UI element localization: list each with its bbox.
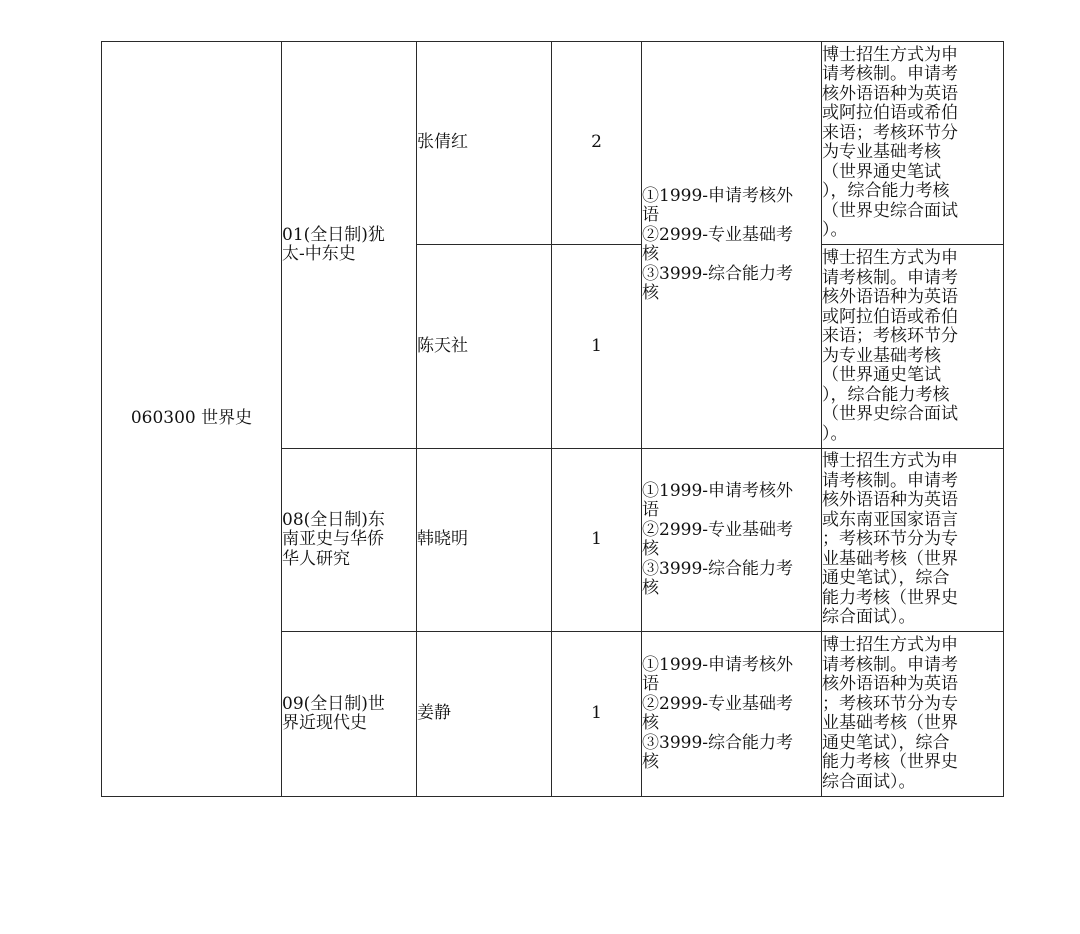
research-direction-cell bbox=[282, 449, 417, 632]
quota-value: 1 bbox=[591, 529, 602, 550]
remark-line: 或阿拉伯语或希伯 bbox=[822, 103, 958, 123]
quota-cell bbox=[552, 632, 642, 797]
exam-subjects-cell bbox=[642, 449, 822, 632]
admissions-table bbox=[101, 41, 1004, 797]
remark-line: 通史笔试），综合 bbox=[822, 732, 950, 753]
remark-line: 或东南亚国家语言 bbox=[822, 509, 958, 530]
supervisor-name: 韩晓明 bbox=[417, 529, 468, 550]
remark-line: ）。 bbox=[822, 423, 848, 444]
remark-line: 博士招生方式为申 bbox=[822, 635, 958, 655]
remark-line: 请考核制。申请考 bbox=[822, 470, 958, 491]
remark-line: 博士招生方式为申 bbox=[822, 44, 958, 65]
remark-line: 能力考核（世界史 bbox=[822, 587, 958, 608]
remark-line: 通史笔试），综合 bbox=[822, 568, 950, 589]
research-direction-line: 09(全日制)世 bbox=[282, 693, 385, 714]
remark-line: 综合面试）。 bbox=[822, 607, 916, 628]
remark-line: ），综合能力考核 bbox=[822, 181, 950, 201]
exam-subject-line: 语 bbox=[642, 674, 659, 694]
research-direction-line: 01(全日制)犹 bbox=[282, 224, 385, 245]
exam-subject-line: ②2999-专业基础考 bbox=[642, 224, 794, 245]
supervisor-cell bbox=[417, 449, 552, 632]
research-direction-cell bbox=[282, 632, 417, 797]
remark-line: ；考核环节分为专 bbox=[822, 693, 958, 714]
exam-subject-line: ①1999-申请考核外 bbox=[642, 480, 794, 501]
quota-cell bbox=[552, 42, 642, 245]
remarks-cell bbox=[822, 42, 1004, 245]
remark-line: 来语；考核环节分 bbox=[822, 122, 958, 143]
remark-line: 为专业基础考核 bbox=[822, 142, 941, 162]
quota-cell bbox=[552, 449, 642, 632]
quota-value: 1 bbox=[591, 335, 602, 356]
exam-subject-line: ③3999-综合能力考 bbox=[642, 558, 794, 579]
quota-value: 1 bbox=[591, 703, 602, 724]
exam-subject-line: 核 bbox=[642, 713, 659, 733]
remark-line: （世界史综合面试 bbox=[822, 404, 958, 424]
exam-subjects-cell bbox=[642, 42, 822, 449]
research-direction-line: 太-中东史 bbox=[282, 244, 356, 264]
remark-line: 请考核制。申请考 bbox=[822, 654, 958, 675]
remark-line: 核外语语种为英语 bbox=[822, 490, 958, 511]
remark-line: ）。 bbox=[822, 220, 848, 240]
remarks-cell bbox=[822, 245, 1004, 449]
remark-line: 博士招生方式为申 bbox=[822, 248, 958, 268]
exam-subject-line: 核 bbox=[642, 283, 659, 303]
research-direction-line: 南亚史与华侨 bbox=[282, 529, 384, 550]
remark-line: ），综合能力考核 bbox=[822, 384, 950, 405]
quota-cell bbox=[552, 245, 642, 449]
supervisor-name: 陈天社 bbox=[417, 335, 468, 356]
remark-line: 综合面试）。 bbox=[822, 771, 916, 792]
exam-subject-line: ②2999-专业基础考 bbox=[642, 693, 794, 714]
remark-line: 核外语语种为英语 bbox=[822, 674, 958, 694]
remark-line: 来语；考核环节分 bbox=[822, 326, 958, 346]
exam-subject-line: 语 bbox=[642, 500, 659, 520]
research-direction-line: 华人研究 bbox=[282, 548, 350, 569]
supervisor-cell bbox=[417, 632, 552, 797]
exam-subject-line: ①1999-申请考核外 bbox=[642, 654, 794, 675]
remark-line: 业基础考核（世界 bbox=[822, 713, 958, 733]
supervisor-cell bbox=[417, 245, 552, 449]
remark-line: 博士招生方式为申 bbox=[822, 451, 958, 472]
remark-line: 核外语语种为英语 bbox=[822, 287, 958, 307]
exam-subject-line: 核 bbox=[642, 578, 659, 598]
exam-subject-line: 核 bbox=[642, 244, 659, 264]
remark-line: 能力考核（世界史 bbox=[822, 752, 958, 772]
exam-subject-line: ③3999-综合能力考 bbox=[642, 263, 794, 284]
exam-subject-line: 核 bbox=[642, 752, 659, 772]
remark-line: 请考核制。申请考 bbox=[822, 64, 958, 84]
remark-line: （世界通史笔试 bbox=[822, 161, 941, 182]
research-direction-line: 08(全日制)东 bbox=[282, 509, 385, 530]
quota-value: 2 bbox=[591, 132, 602, 153]
remarks-cell bbox=[822, 632, 1004, 797]
exam-subjects-cell bbox=[642, 632, 822, 797]
exam-subject-line: ①1999-申请考核外 bbox=[642, 185, 794, 206]
major-cell bbox=[102, 42, 282, 797]
exam-subject-line: 核 bbox=[642, 539, 659, 559]
research-direction-line: 界近现代史 bbox=[282, 713, 367, 733]
major-label: 060300 世界史 bbox=[130, 408, 253, 429]
remark-line: 或阿拉伯语或希伯 bbox=[822, 306, 958, 327]
remark-line: 业基础考核（世界 bbox=[822, 548, 958, 569]
remark-line: （世界通史笔试 bbox=[822, 365, 941, 385]
supervisor-name: 姜静 bbox=[417, 703, 451, 724]
remark-line: 核外语语种为英语 bbox=[822, 83, 958, 104]
exam-subject-line: ②2999-专业基础考 bbox=[642, 519, 794, 540]
remark-line: （世界史综合面试 bbox=[822, 200, 958, 221]
supervisor-name: 张倩红 bbox=[417, 132, 468, 153]
supervisor-cell bbox=[417, 42, 552, 245]
exam-subject-line: 语 bbox=[642, 205, 659, 225]
remarks-cell bbox=[822, 449, 1004, 632]
exam-subject-line: ③3999-综合能力考 bbox=[642, 732, 794, 753]
remark-line: 为专业基础考核 bbox=[822, 345, 941, 366]
remark-line: ；考核环节分为专 bbox=[822, 529, 958, 550]
table-row bbox=[102, 42, 1004, 245]
research-direction-cell bbox=[282, 42, 417, 449]
remark-line: 请考核制。申请考 bbox=[822, 267, 958, 288]
